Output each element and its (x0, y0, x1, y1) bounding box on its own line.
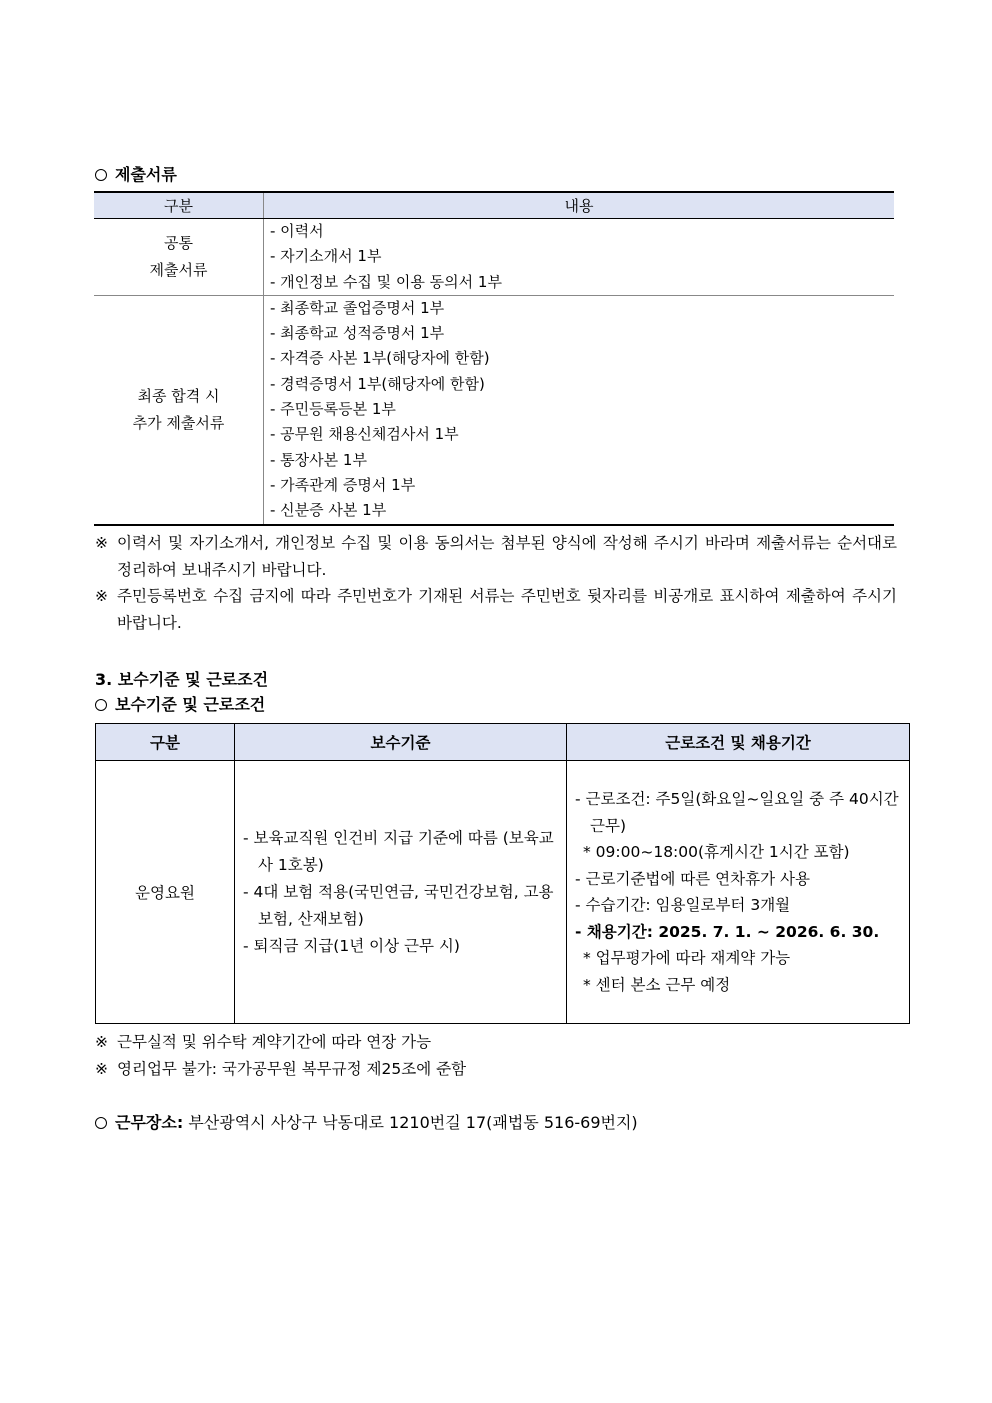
list-item: - 주민등록등본 1부 (270, 400, 396, 419)
note-text: 주민등록번호 수집 금지에 따라 주민번호가 기재된 서류는 주민번호 뒷자리를 비공개로 표시하여 제출하여 주시기 바랍니다. (117, 587, 897, 632)
note-text: 근무실적 및 위수탁 계약기간에 따라 연장 가능 (117, 1033, 432, 1051)
list-item: - 자격증 사본 1부(해당자에 한함) (270, 349, 490, 368)
header-category: 구분 (96, 724, 235, 761)
note-text: 이력서 및 자기소개서, 개인정보 수집 및 이용 동의서는 첨부된 양식에 작성해 주시기 바라며 제출서류는 순서대로 정리하여 보내주시기 바랍니다. (117, 534, 897, 579)
table-row (96, 761, 910, 1024)
condition-items (567, 761, 910, 1024)
reference-mark: ※ (95, 1060, 108, 1078)
list-item: - 최종학교 성적증명서 1부 (270, 324, 445, 343)
category-line: 최종 합격 시 (137, 386, 220, 405)
workplace (95, 1109, 897, 1136)
workplace-value: 부산광역시 사상구 낙동대로 1210번길 17(괘법동 516-69번지) (188, 1113, 638, 1132)
category-line: 제출서류 (149, 260, 208, 279)
list-item: - 가족관계 증명서 1부 (270, 475, 416, 494)
list-item: - 퇴직금 지급(1년 이상 근무 시) (243, 936, 460, 955)
row-category (94, 219, 264, 296)
table-row (94, 295, 894, 524)
table-row (94, 219, 894, 296)
circle-bullet-icon (95, 169, 107, 181)
note-docs-1 (95, 530, 897, 584)
section-pay-subtitle (95, 692, 265, 715)
list-item: * 센터 본소 근무 예정 (583, 975, 731, 994)
list-item: - 보육교직원 인건비 지급 기준에 따름 (보육교사 1호봉) (243, 828, 554, 874)
reference-mark: ※ (95, 587, 108, 605)
row-items (264, 219, 895, 296)
list-item: - 공무원 채용신체검사서 1부 (270, 425, 459, 444)
pay-table (95, 723, 910, 1024)
header-content: 내용 (264, 192, 895, 219)
section-pay-subtitle-text: 보수기준 및 근로조건 (115, 695, 266, 714)
list-item: - 개인정보 수집 및 이용 동의서 1부 (270, 272, 502, 291)
list-item: * 09:00~18:00(휴게시간 1시간 포함) (583, 843, 850, 861)
reference-mark: ※ (95, 1033, 108, 1051)
list-item: - 통장사본 1부 (270, 450, 367, 469)
section-pay-heading: 3. 보수기준 및 근로조건 (95, 670, 269, 689)
reference-mark: ※ (95, 534, 108, 552)
list-item: - 자기소개서 1부 (270, 247, 382, 266)
section-docs-title (95, 162, 177, 185)
list-item: - 이력서 (270, 222, 324, 240)
list-item: - 채용기간: 2025. 7. 1. ~ 2026. 6. 30. (575, 922, 880, 941)
list-item: - 근로기준법에 따른 연차휴가 사용 (575, 869, 810, 888)
list-item: - 신분증 사본 1부 (270, 501, 387, 520)
category-line: 추가 제출서류 (132, 413, 225, 432)
header-conditions: 근로조건 및 채용기간 (567, 724, 910, 761)
table-header-row (96, 724, 910, 761)
note-docs-2 (95, 583, 897, 637)
pay-category: 운영요원 (96, 761, 235, 1024)
note-pay-1 (95, 1029, 897, 1056)
note-pay-2 (95, 1056, 897, 1083)
circle-bullet-icon (95, 699, 107, 711)
documents-table (94, 191, 894, 526)
list-item: - 최종학교 졸업증명서 1부 (270, 298, 445, 317)
note-text: 영리업무 불가: 국가공무원 복무규정 제25조에 준함 (117, 1060, 467, 1078)
circle-bullet-icon (95, 1117, 107, 1129)
workplace-label: 근무장소: (115, 1113, 184, 1132)
row-items (264, 295, 895, 524)
list-item: - 4대 보험 적용(국민연금, 국민건강보험, 고용보험, 산재보험) (243, 882, 554, 928)
row-category (94, 295, 264, 524)
list-item: - 근로조건: 주5일(화요일~일요일 중 주 40시간 근무) (575, 790, 899, 835)
section-docs-title-text: 제출서류 (115, 165, 177, 184)
header-pay: 보수기준 (235, 724, 567, 761)
category-line: 공통 (164, 233, 193, 252)
list-item: * 업무평가에 따라 재계약 가능 (583, 949, 791, 967)
list-item: - 경력증명서 1부(해당자에 한함) (270, 374, 485, 393)
table-header-row (94, 192, 894, 219)
pay-items (235, 761, 567, 1024)
list-item: - 수습기간: 임용일로부터 3개월 (575, 896, 791, 914)
header-category: 구분 (94, 192, 264, 219)
